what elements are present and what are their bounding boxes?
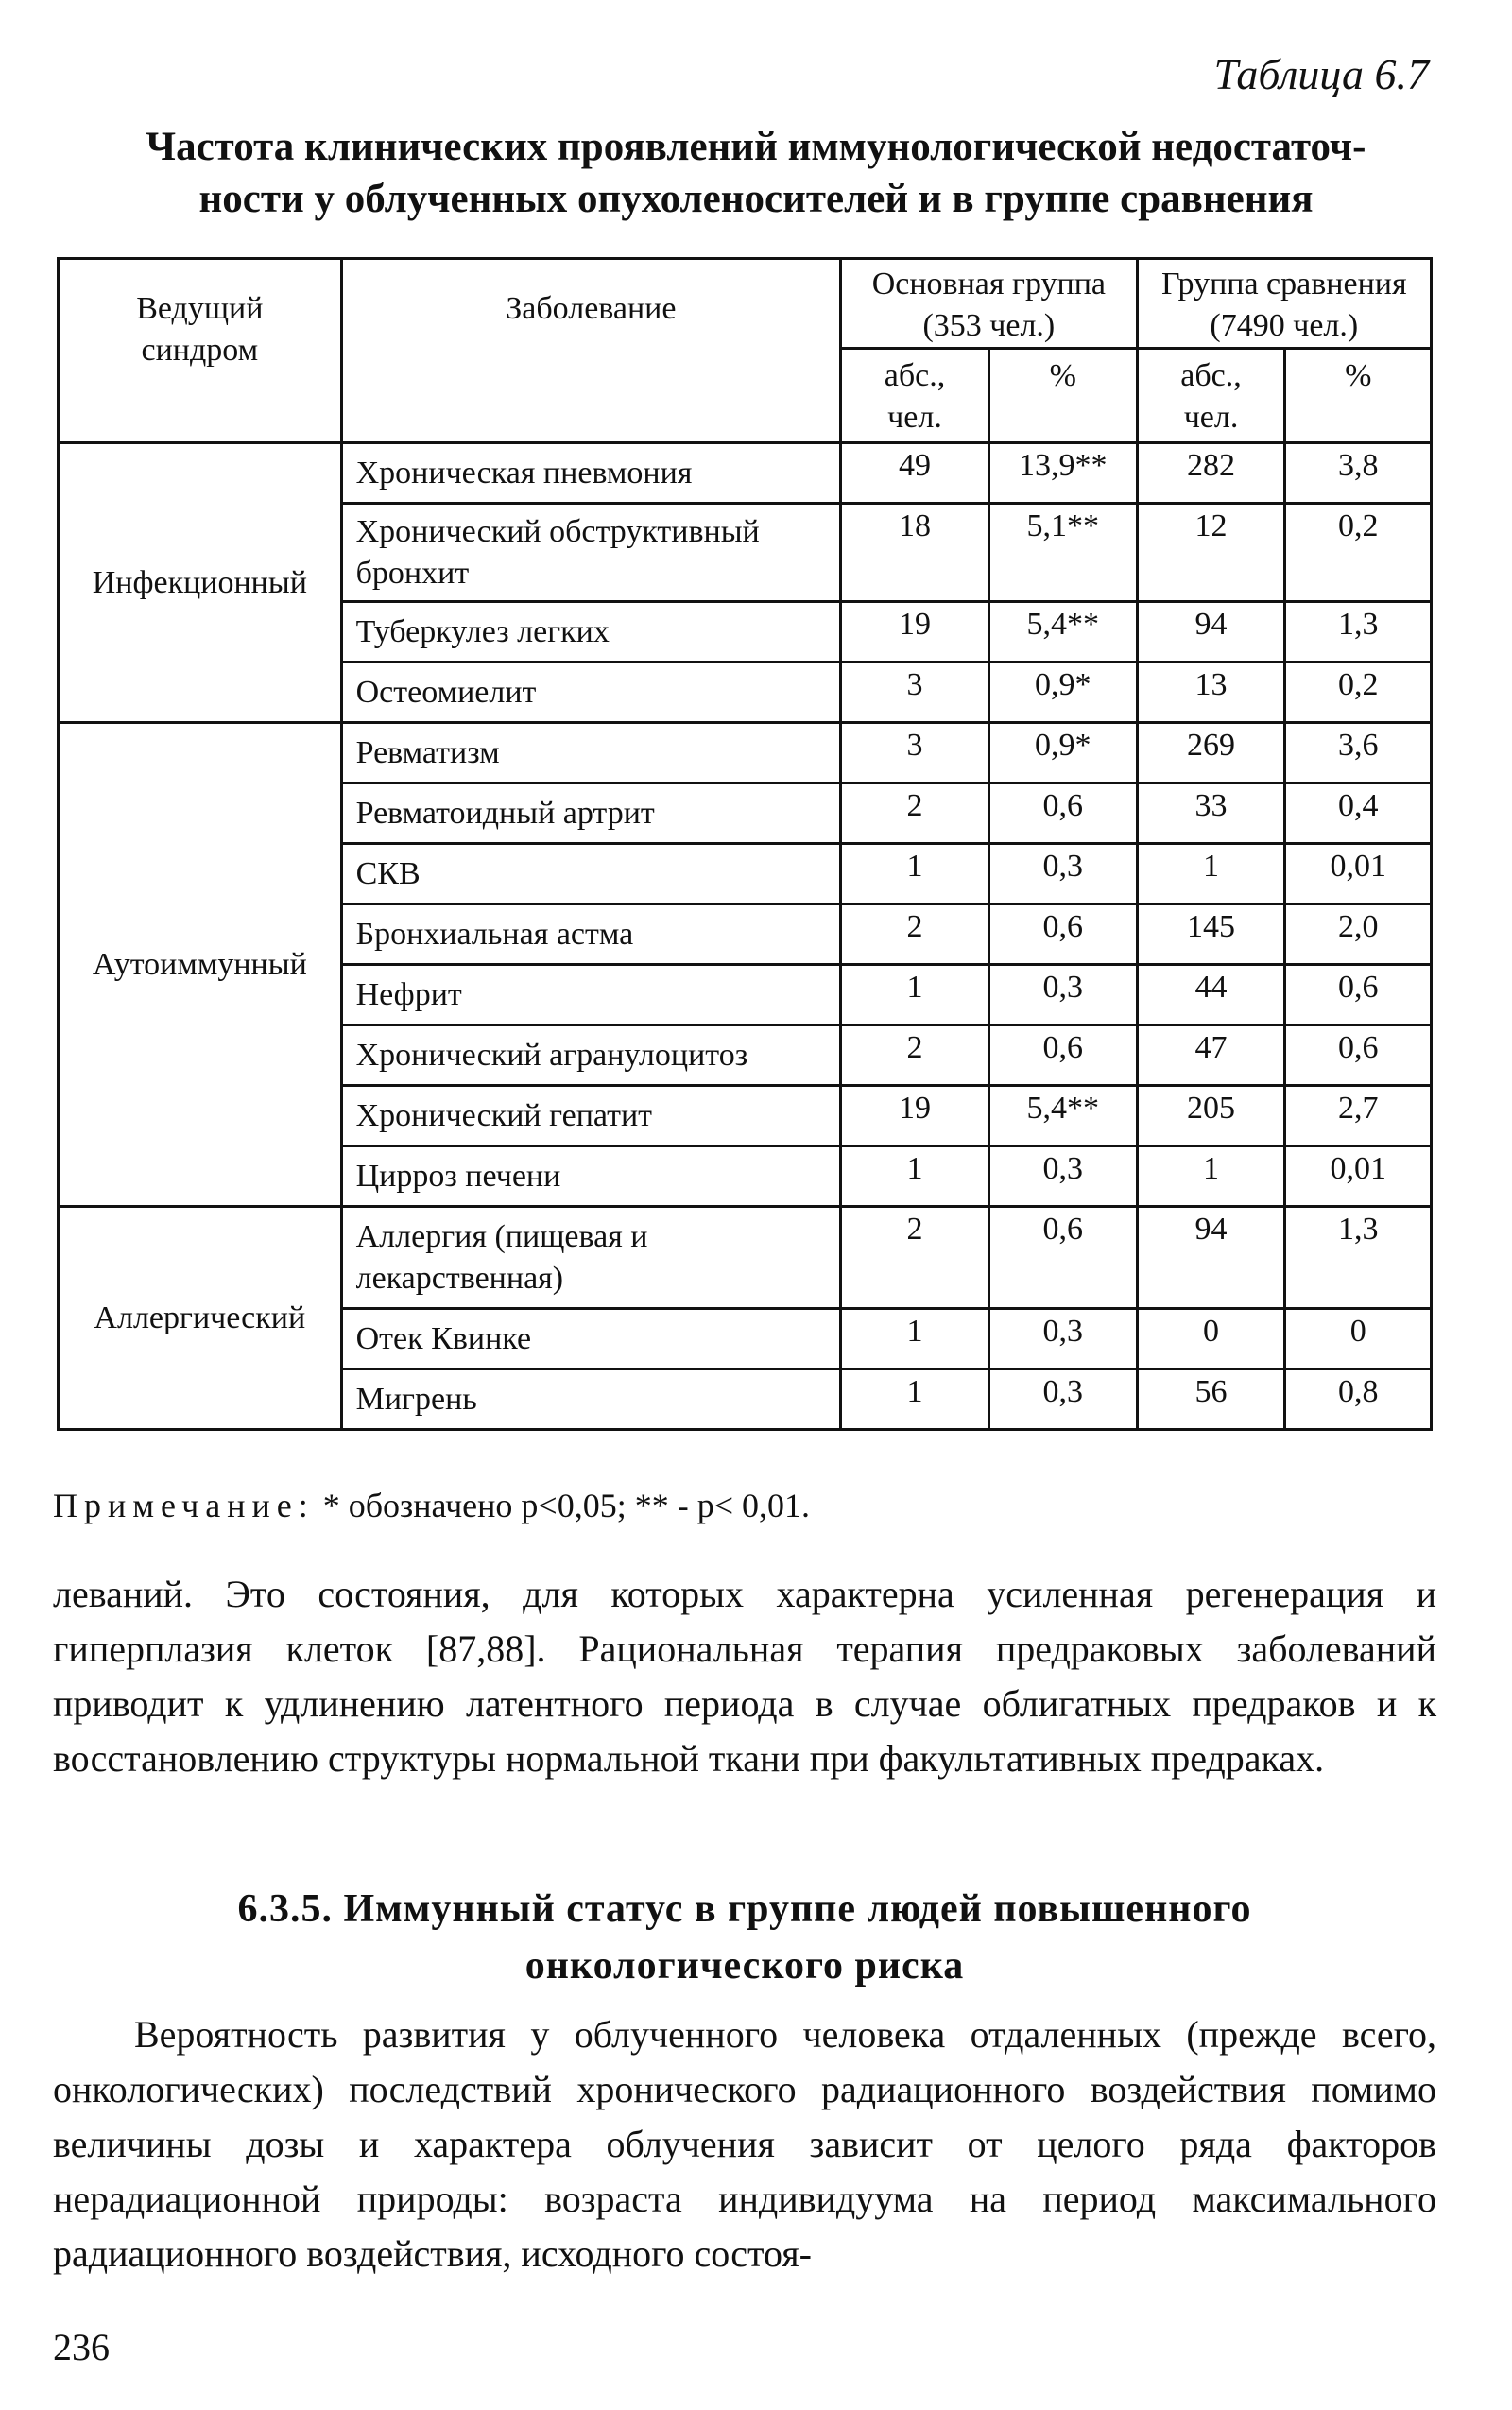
header-main-abs: абс., чел. [841,349,989,443]
main-pct-cell: 0,9* [988,663,1137,723]
cmp-abs-cell: 44 [1137,965,1285,1025]
main-abs-cell: 1 [841,965,989,1025]
disease-cell: Остеомиелит [341,663,840,723]
data-table [57,257,1433,1431]
table-note [53,1486,810,1525]
main-pct-cell: 0,3 [988,1309,1137,1369]
table-row [59,443,1432,504]
header-comparison-group: Группа сравнения (7490 чел.) [1137,259,1431,349]
cmp-abs-cell: 13 [1137,663,1285,723]
cmp-abs-cell: 12 [1137,504,1285,602]
table-row [59,1207,1432,1309]
syndrome-cell: Аллергический [59,1207,342,1430]
main-pct-cell: 0,3 [988,965,1137,1025]
cmp-pct-cell: 0,6 [1285,965,1432,1025]
main-abs-cell: 1 [841,1309,989,1369]
cmp-pct-cell: 0,2 [1285,663,1432,723]
cmp-pct-cell: 3,8 [1285,443,1432,504]
main-pct-cell: 0,3 [988,844,1137,904]
cmp-abs-cell: 269 [1137,723,1285,783]
section-heading-line-2: онкологического риска [524,1944,965,1988]
disease-cell: Бронхиальная астма [341,904,840,965]
header-syndrome: Ведущий синдром [59,259,342,443]
main-abs-cell: 2 [841,783,989,844]
cmp-pct-cell: 0,8 [1285,1369,1432,1430]
table-title [66,121,1446,225]
main-pct-cell: 5,4** [988,1086,1137,1146]
cmp-abs-cell: 205 [1137,1086,1285,1146]
disease-cell: Нефрит [341,965,840,1025]
section-heading-line-1: 6.3.5. Иммунный статус в группе людей повышенного [237,1887,1252,1931]
cmp-pct-cell: 1,3 [1285,602,1432,663]
cmp-pct-cell: 2,0 [1285,904,1432,965]
table-title-line-1: Частота клинических проявлений иммунологической недостаточ- [146,125,1366,169]
main-abs-cell: 1 [841,1369,989,1430]
cmp-abs-cell: 1 [1137,1146,1285,1207]
main-pct-cell: 0,6 [988,904,1137,965]
main-abs-cell: 1 [841,844,989,904]
cmp-pct-cell: 2,7 [1285,1086,1432,1146]
main-pct-cell: 0,9* [988,723,1137,783]
cmp-abs-cell: 94 [1137,1207,1285,1309]
cmp-abs-cell: 0 [1137,1309,1285,1369]
body-paragraph-1: леваний. Это состояния, для которых характерна усиленная регенерация и гиперплазия клеток [87,88]. Рациональная терапия предраковых заболеваний приводит к удлинению латентного периода в случае облигатных предраков и к восстановлению структуры нормальной ткани при факультативных предраках. [53,1573,1436,1780]
main-abs-cell: 1 [841,1146,989,1207]
cmp-abs-cell: 145 [1137,904,1285,965]
page-number: 236 [53,2326,110,2368]
main-pct-cell: 13,9** [988,443,1137,504]
main-abs-cell: 18 [841,504,989,602]
note-text: * обозначено p<0,05; ** - p< 0,01. [314,1487,811,1524]
disease-cell: Ревматоидный артрит [341,783,840,844]
disease-cell: Цирроз печени [341,1146,840,1207]
cmp-abs-cell: 1 [1137,844,1285,904]
cmp-pct-cell: 1,3 [1285,1207,1432,1309]
main-abs-cell: 19 [841,1086,989,1146]
cmp-abs-cell: 56 [1137,1369,1285,1430]
cmp-pct-cell: 0,2 [1285,504,1432,602]
disease-cell: Хронический обструктивный бронхит [341,504,840,602]
section-heading [53,1881,1436,1994]
header-main-percent: % [988,349,1137,443]
cmp-abs-cell: 47 [1137,1025,1285,1086]
disease-cell: Хронический гепатит [341,1086,840,1146]
disease-cell: Отек Квинке [341,1309,840,1369]
cmp-pct-cell: 3,6 [1285,723,1432,783]
main-pct-cell: 0,6 [988,783,1137,844]
main-pct-cell: 0,3 [988,1146,1137,1207]
header-cmp-percent: % [1285,349,1432,443]
cmp-pct-cell: 0,4 [1285,783,1432,844]
main-pct-cell: 0,6 [988,1207,1137,1309]
syndrome-cell: Инфекционный [59,443,342,723]
main-abs-cell: 19 [841,602,989,663]
disease-cell: Хроническая пневмония [341,443,840,504]
cmp-pct-cell: 0,01 [1285,1146,1432,1207]
cmp-pct-cell: 0,01 [1285,844,1432,904]
disease-cell: СКВ [341,844,840,904]
disease-cell: Хронический агранулоцитоз [341,1025,840,1086]
main-abs-cell: 2 [841,1025,989,1086]
header-disease: Заболевание [341,259,840,443]
table-row [59,723,1432,783]
cmp-abs-cell: 94 [1137,602,1285,663]
disease-cell: Мигрень [341,1369,840,1430]
main-abs-cell: 2 [841,904,989,965]
main-abs-cell: 2 [841,1207,989,1309]
cmp-abs-cell: 33 [1137,783,1285,844]
disease-cell: Аллергия (пищевая и лекарственная) [341,1207,840,1309]
body-paragraph-2: Вероятность развития у облученного человека отдаленных (прежде всего, онкологических) последствий хронического радиационного воздействия помимо величины дозы и характера облучения зависит от целого ряда факторов нерадиационной природы: возраста индивидуума на период максимального радиационного воздействия, исходного состоя- [53,2013,1436,2275]
cmp-pct-cell: 0,6 [1285,1025,1432,1086]
main-pct-cell: 0,3 [988,1369,1137,1430]
cmp-abs-cell: 282 [1137,443,1285,504]
disease-cell: Туберкулез легких [341,602,840,663]
main-pct-cell: 0,6 [988,1025,1137,1086]
main-abs-cell: 3 [841,723,989,783]
table-label: Таблица 6.7 [1213,50,1429,98]
disease-cell: Ревматизм [341,723,840,783]
main-abs-cell: 49 [841,443,989,504]
cmp-pct-cell: 0 [1285,1309,1432,1369]
syndrome-cell: Аутоиммунный [59,723,342,1207]
main-pct-cell: 5,1** [988,504,1137,602]
header-main-group: Основная группа (353 чел.) [841,259,1138,349]
main-abs-cell: 3 [841,663,989,723]
note-label: Примечание: [53,1487,315,1524]
header-cmp-abs: абс., чел. [1137,349,1285,443]
table-title-line-2: ности у облученных опухоленосителей и в группе сравнения [198,177,1314,221]
main-pct-cell: 5,4** [988,602,1137,663]
